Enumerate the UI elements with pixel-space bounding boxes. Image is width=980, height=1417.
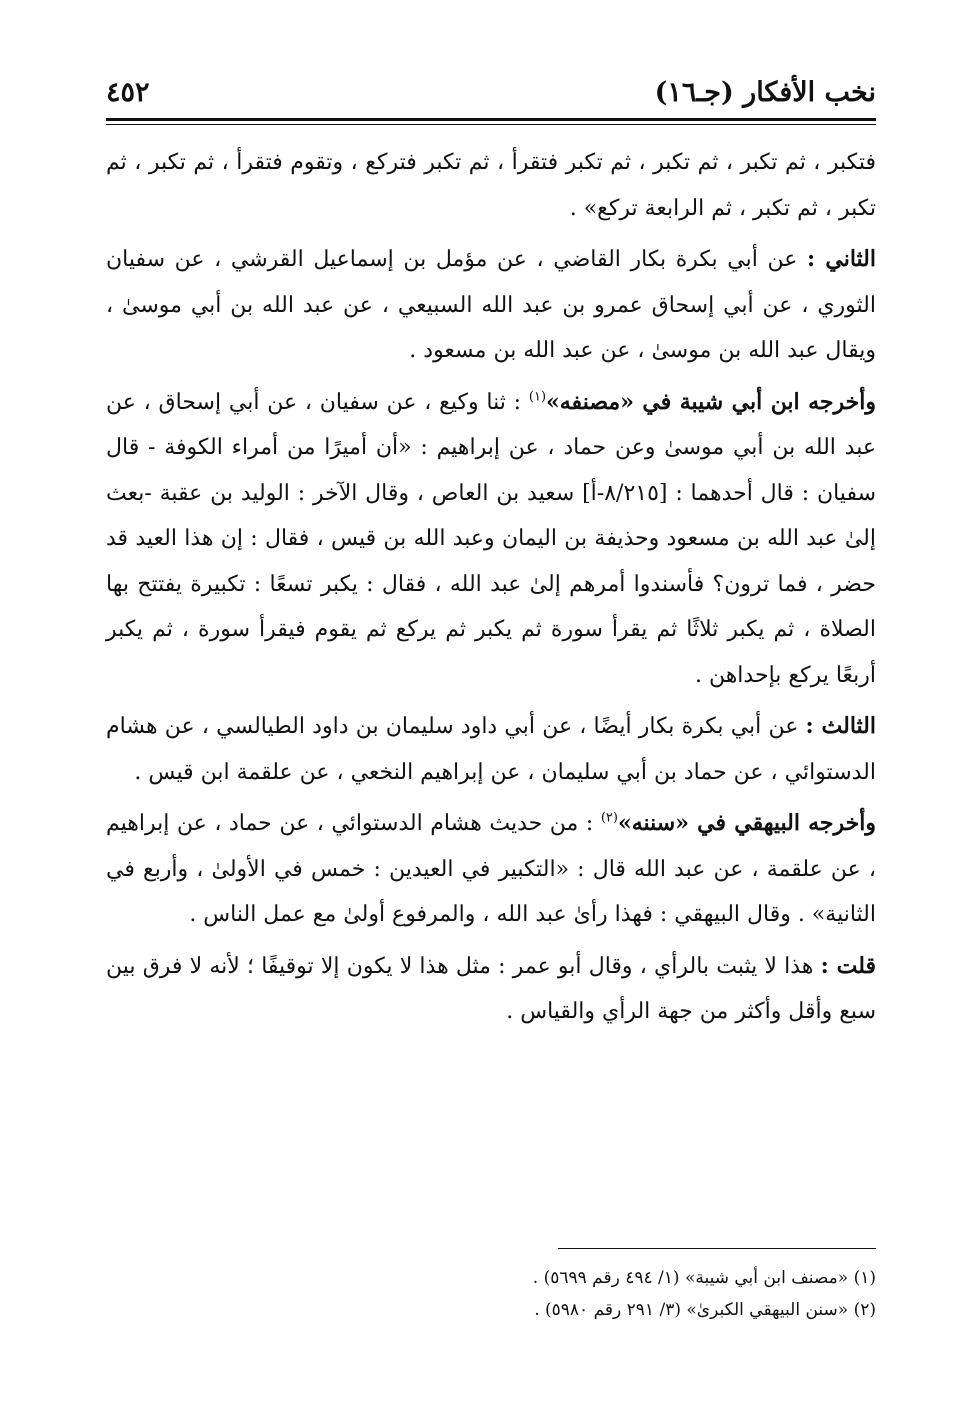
running-title: نخب الأفكار (جـ١٦) (654, 76, 876, 108)
paragraph-lead: وأخرجه ابن أبي شيبة في «مصنفه» (546, 388, 876, 415)
footnote-separator (558, 1248, 876, 1249)
paragraph-text: : ثنا وكيع ، عن سفيان ، عن أبي إسحاق ، عن عبد الله بن أبي موسىٰ وعن حماد ، عن إبراهيم : «أن أميرًا من أمراء الكوفة - قال سفيان : قال أحدهما : [٨/٢١٥-أ] سعيد بن العاص ، وقال الآخر : الوليد بن عقبة -بعث إلىٰ عبد الله بن مسعود وحذيفة بن اليمان وعبد الله بن قيس ، فقال : إن هذا العيد قد حضر ، فما ترون؟ فأسندوا أمرهم إلىٰ عبد الله ، فقال : يكبر تسعًا : تكبيرة يفتتح بها الصلاة ، ثم يكبر ثلاثًا ثم يقرأ سورة ثم يكبر ثم يركع ثم يقوم فيقرأ سورة ، ثم يكبر أربعًا يركع بإحداهن . (106, 389, 877, 688)
paragraph (106, 380, 876, 699)
paragraph-lead: قلت : (820, 952, 877, 979)
paragraph (106, 237, 876, 374)
main-text (106, 140, 876, 1041)
paragraph-text: عن أبي بكرة بكار القاضي ، عن مؤمل بن إسماعيل القرشي ، عن سفيان الثوري ، عن أبي إسحاق عمرو بن عبد الله السبيعي ، عن عبد الله بن أبي موسىٰ ، ويقال عبد الله بن موسىٰ ، عن عبد الله بن مسعود . (106, 247, 876, 363)
paragraph (106, 704, 876, 795)
page-number: ٤٥٢ (106, 76, 150, 108)
paragraph (106, 944, 876, 1035)
paragraph (106, 140, 876, 231)
footnote-ref: (١) (528, 389, 547, 405)
paragraph-text: فتكبر ، ثم تكبر ، ثم تكبر ، ثم تكبر فتقرأ ، ثم تكبر فتركع ، وتقوم فتقرأ ، ثم تكبر ، ثم تكبر ، ثم تكبر ، ثم الرابعة تركع» . (106, 150, 876, 221)
paragraph (106, 801, 876, 938)
footnotes (106, 1262, 876, 1326)
paragraph-lead: الثالث : (805, 713, 876, 739)
paragraph-text: : من حديث هشام الدستوائي ، عن حماد ، عن إبراهيم ، عن علقمة ، عن عبد الله قال : «التكبير في العيدين : خمس في الأولىٰ ، وأربع في الثانية» . وقال البيهقي : فهذا رأىٰ عبد الله ، والمرفوع أولىٰ مع عمل الناس . (106, 811, 876, 927)
paragraph-text: عن أبي بكرة بكار أيضًا ، عن أبي داود سليمان بن داود الطيالسي ، عن هشام الدستوائي ، عن حماد بن أبي سليمان ، عن إبراهيم النخعي ، عن علقمة ابن قيس . (106, 714, 876, 785)
header-rule-thin (106, 124, 876, 125)
footnote-1: (١) «مصنف ابن أبي شيبة» (١/ ٤٩٤ رقم ٥٦٩٩) . (532, 1268, 876, 1288)
header-rule-thick (106, 118, 876, 121)
page-header (106, 72, 876, 112)
paragraph-lead: الثاني : (806, 246, 876, 272)
footnote-ref: (٢) (600, 810, 618, 826)
paragraph-text: هذا لا يثبت بالرأي ، وقال أبو عمر : مثل هذا لا يكون إلا توقيفًا ؛ لأنه لا فرق بين سبع وأقل وأكثر من جهة الرأي والقياس . (106, 953, 876, 1024)
paragraph-lead: وأخرجه البيهقي في «سننه» (617, 810, 877, 836)
footnote-2: (٢) «سنن البيهقي الكبرىٰ» (٣/ ٢٩١ رقم ٥٩٨٠) . (534, 1300, 876, 1320)
